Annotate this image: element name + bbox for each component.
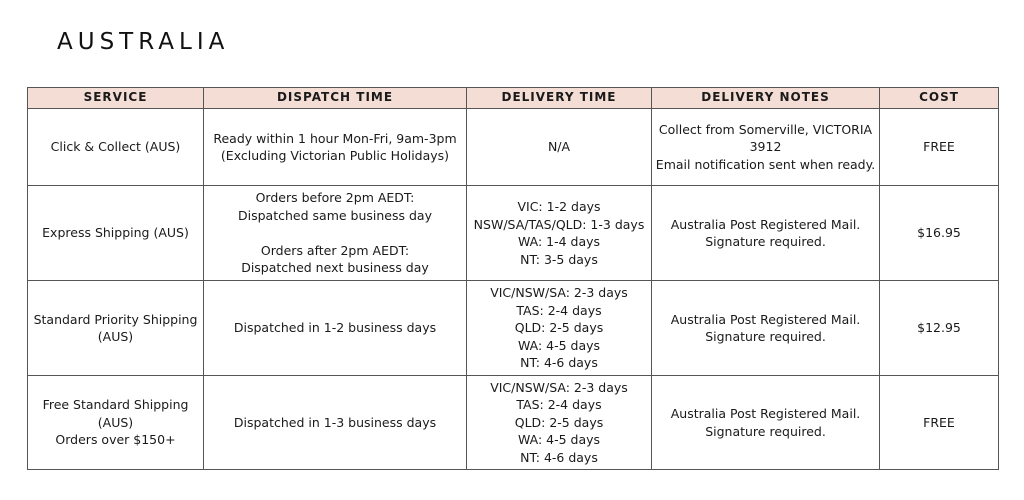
cell-line: (AUS) bbox=[97, 414, 134, 430]
cell-line: Australia Post Registered Mail. bbox=[670, 216, 861, 232]
cell-line: TAS: 2-4 days bbox=[516, 397, 602, 413]
table-header-row bbox=[28, 88, 999, 109]
cell-dispatch bbox=[204, 186, 467, 281]
cell-line: Signature required. bbox=[705, 234, 826, 249]
cell-line: NSW/SA/TAS/QLD: 1-3 days bbox=[473, 216, 645, 232]
shipping-table bbox=[27, 87, 999, 470]
cell-line: VIC/NSW/SA: 2-3 days bbox=[490, 379, 628, 395]
cell-notes bbox=[652, 109, 880, 186]
cell-line: Dispatched in 1-3 business days bbox=[233, 414, 437, 430]
cell-line: Dispatched in 1-2 business days bbox=[233, 320, 437, 336]
cell-delivery bbox=[467, 376, 652, 470]
cell-line: NT: 3-5 days bbox=[520, 251, 598, 267]
cell-dispatch bbox=[204, 376, 467, 470]
cell-cost: FREE bbox=[880, 376, 999, 470]
cell-line: (Excluding Victorian Public Holidays) bbox=[220, 148, 450, 163]
cell-line: QLD: 2-5 days bbox=[514, 320, 604, 336]
cell-line: Email notification sent when ready. bbox=[655, 156, 876, 172]
cell-line: (AUS) bbox=[97, 329, 134, 344]
cell-delivery bbox=[467, 109, 652, 186]
cell-line: Free Standard Shipping bbox=[42, 397, 189, 413]
table-row bbox=[28, 109, 999, 186]
cell-dispatch bbox=[204, 109, 467, 186]
table-row bbox=[28, 186, 999, 281]
cell-notes bbox=[652, 186, 880, 281]
page-title: AUSTRALIA bbox=[57, 29, 230, 55]
cell-notes bbox=[652, 376, 880, 470]
cell-line: N/A bbox=[547, 139, 571, 155]
cell-line: Click & Collect (AUS) bbox=[50, 139, 181, 155]
cell-line: Australia Post Registered Mail. bbox=[670, 406, 861, 421]
cell-line: WA: 4-5 days bbox=[517, 432, 601, 448]
cell-cost: $12.95 bbox=[880, 281, 999, 376]
header-delivery-notes: DELIVERY NOTES bbox=[652, 88, 880, 109]
cell-line: Express Shipping (AUS) bbox=[42, 225, 189, 241]
cell-line: NT: 4-6 days bbox=[520, 449, 598, 465]
cell-service bbox=[28, 186, 204, 281]
cell-line: Collect from Somerville, VICTORIA bbox=[658, 121, 873, 137]
cell-line: NT: 4-6 days bbox=[520, 355, 598, 371]
cell-notes bbox=[652, 281, 880, 376]
cell-cost: FREE bbox=[880, 109, 999, 186]
cell-line: Standard Priority Shipping bbox=[33, 311, 198, 327]
header-delivery-time: DELIVERY TIME bbox=[467, 88, 652, 109]
cell-spacer bbox=[207, 224, 463, 242]
cell-line: Dispatched next business day bbox=[241, 260, 429, 276]
cell-line: VIC/NSW/SA: 2-3 days bbox=[490, 285, 628, 301]
cell-line: Dispatched same business day bbox=[238, 207, 432, 223]
cell-line: VIC: 1-2 days bbox=[517, 199, 601, 214]
cell-line: Signature required. bbox=[705, 423, 826, 439]
cell-line: Australia Post Registered Mail. bbox=[670, 311, 861, 327]
cell-delivery bbox=[467, 281, 652, 376]
cell-line: QLD: 2-5 days bbox=[514, 414, 604, 430]
cell-service bbox=[28, 376, 204, 470]
cell-line: Orders before 2pm AEDT: bbox=[255, 190, 415, 206]
header-service: SERVICE bbox=[28, 88, 204, 109]
cell-cost: $16.95 bbox=[880, 186, 999, 281]
cell-line: Ready within 1 hour Mon-Fri, 9am-3pm bbox=[213, 130, 457, 146]
cell-line: Orders after 2pm AEDT: bbox=[260, 242, 410, 258]
cell-line: Orders over $150+ bbox=[55, 432, 176, 448]
cell-service bbox=[28, 109, 204, 186]
cell-line: 3912 bbox=[749, 139, 782, 155]
cell-delivery bbox=[467, 186, 652, 281]
cell-line: TAS: 2-4 days bbox=[516, 302, 602, 318]
cell-line: Signature required. bbox=[705, 329, 826, 344]
cell-dispatch bbox=[204, 281, 467, 376]
header-dispatch-time: DISPATCH TIME bbox=[204, 88, 467, 109]
cell-line: WA: 4-5 days bbox=[517, 337, 601, 353]
table-row bbox=[28, 376, 999, 470]
cell-line: WA: 1-4 days bbox=[517, 234, 601, 249]
cell-service bbox=[28, 281, 204, 376]
table-row bbox=[28, 281, 999, 376]
header-cost: COST bbox=[880, 88, 999, 109]
